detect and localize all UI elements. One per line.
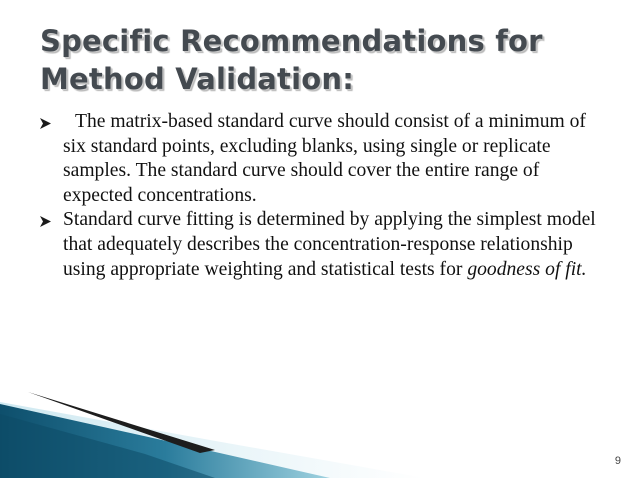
bullet-list — [40, 110, 600, 282]
arrow-bullet-icon — [40, 118, 51, 129]
corner-decoration — [0, 392, 638, 478]
page-number: 9 — [614, 455, 621, 467]
arrow-bullet-icon — [40, 216, 51, 227]
bullet-emphasis: goodness of fit. — [467, 258, 587, 280]
bullet-item — [40, 110, 600, 208]
slide-title: Specific Recommendations for Method Validation: — [40, 24, 543, 96]
bullet-item — [40, 208, 600, 282]
bullet-text: Standard curve fitting is determined by applying the simplest model that adequately describes the concentration-response relationship using appropriate weighting and statistical tests for — [63, 209, 596, 280]
bullet-text: The matrix-based standard curve should consist of a minimum of six standard points, excluding blanks, using single or replicate samples. The standard curve should cover the entire range of expected concentrations. — [63, 111, 586, 206]
